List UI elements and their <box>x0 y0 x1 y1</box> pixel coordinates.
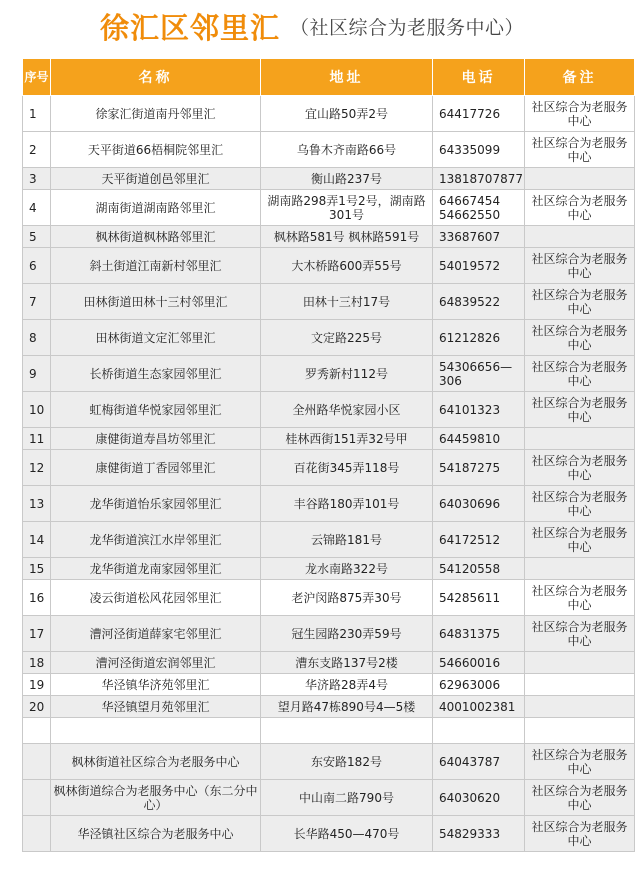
row-seq: 16 <box>23 580 51 616</box>
row-seq: 20 <box>23 696 51 718</box>
row-name: 康健街道寿昌坊邻里汇 <box>51 428 261 450</box>
row-name: 枫林街道社区综合为老服务中心 <box>51 744 261 780</box>
row-note: 社区综合为老服务中心 <box>525 190 635 226</box>
row-name: 枫林街道综合为老服务中心（东二分中心） <box>51 780 261 816</box>
row-seq: 6 <box>23 248 51 284</box>
row-note: 社区综合为老服务中心 <box>525 816 635 852</box>
row-seq: 15 <box>23 558 51 580</box>
row-address: 百花街345弄118号 <box>261 450 433 486</box>
table-row <box>23 320 635 356</box>
row-address: 东安路182号 <box>261 744 433 780</box>
row-address: 华济路28弄4号 <box>261 674 433 696</box>
row-phone: 33687607 <box>433 226 525 248</box>
row-address: 湖南路298弄1号2号，湖南路301号 <box>261 190 433 226</box>
page-title: 徐汇区邻里汇 <box>100 11 281 45</box>
row-note: 社区综合为老服务中心 <box>525 392 635 428</box>
table-row <box>23 558 635 580</box>
row-name: 康健街道丁香园邻里汇 <box>51 450 261 486</box>
row-address: 文定路225号 <box>261 320 433 356</box>
table-row <box>23 780 635 816</box>
col-header-phone: 电话 <box>433 59 525 96</box>
directory-table <box>22 58 635 852</box>
row-address: 老沪闵路875弄30号 <box>261 580 433 616</box>
row-name: 龙华街道滨江水岸邻里汇 <box>51 522 261 558</box>
row-name: 枫林街道枫林路邻里汇 <box>51 226 261 248</box>
row-name: 华泾镇社区综合为老服务中心 <box>51 816 261 852</box>
row-note: 社区综合为老服务中心 <box>525 580 635 616</box>
row-seq: 10 <box>23 392 51 428</box>
row-name: 龙华街道怡乐家园邻里汇 <box>51 486 261 522</box>
row-phone: 64101323 <box>433 392 525 428</box>
row-note <box>525 226 635 248</box>
row-name: 田林街道文定汇邻里汇 <box>51 320 261 356</box>
table-row <box>23 96 635 132</box>
row-name: 虹梅街道华悦家园邻里汇 <box>51 392 261 428</box>
row-name: 华泾镇望月苑邻里汇 <box>51 696 261 718</box>
row-note <box>525 696 635 718</box>
row-seq: 18 <box>23 652 51 674</box>
row-name: 天平街道创邑邻里汇 <box>51 168 261 190</box>
row-address: 冠生园路230弄59号 <box>261 616 433 652</box>
row-phone: 54829333 <box>433 816 525 852</box>
row-note <box>525 558 635 580</box>
table-row <box>23 744 635 780</box>
row-seq: 19 <box>23 674 51 696</box>
table-row <box>23 652 635 674</box>
col-header-note: 备注 <box>525 59 635 96</box>
row-address: 长华路450—470号 <box>261 816 433 852</box>
row-seq <box>23 744 51 780</box>
title-bar <box>0 0 640 52</box>
row-phone: 54306656—306 <box>433 356 525 392</box>
row-address: 宜山路50弄2号 <box>261 96 433 132</box>
row-address: 龙水南路322号 <box>261 558 433 580</box>
row-note: 社区综合为老服务中心 <box>525 486 635 522</box>
row-note: 社区综合为老服务中心 <box>525 284 635 320</box>
row-note <box>525 674 635 696</box>
table-row <box>23 718 635 744</box>
row-address: 罗秀新村112号 <box>261 356 433 392</box>
table-row <box>23 816 635 852</box>
row-note <box>525 168 635 190</box>
row-note: 社区综合为老服务中心 <box>525 320 635 356</box>
row-note: 社区综合为老服务中心 <box>525 356 635 392</box>
row-seq: 12 <box>23 450 51 486</box>
row-seq: 11 <box>23 428 51 450</box>
row-seq: 13 <box>23 486 51 522</box>
row-phone <box>433 718 525 744</box>
row-phone: 54019572 <box>433 248 525 284</box>
row-seq: 7 <box>23 284 51 320</box>
table-row <box>23 248 635 284</box>
row-phone: 54285611 <box>433 580 525 616</box>
row-seq: 1 <box>23 96 51 132</box>
table-row <box>23 428 635 450</box>
row-phone: 64459810 <box>433 428 525 450</box>
row-phone: 64335099 <box>433 132 525 168</box>
row-note: 社区综合为老服务中心 <box>525 248 635 284</box>
row-phone: 13818707877 <box>433 168 525 190</box>
table-row <box>23 356 635 392</box>
table-row <box>23 696 635 718</box>
row-address <box>261 718 433 744</box>
row-phone: 64839522 <box>433 284 525 320</box>
row-note <box>525 428 635 450</box>
row-note: 社区综合为老服务中心 <box>525 132 635 168</box>
row-name: 华泾镇华济苑邻里汇 <box>51 674 261 696</box>
row-seq <box>23 780 51 816</box>
row-phone: 64172512 <box>433 522 525 558</box>
row-name: 斜土街道江南新村邻里汇 <box>51 248 261 284</box>
row-note <box>525 718 635 744</box>
table-row <box>23 674 635 696</box>
row-seq: 2 <box>23 132 51 168</box>
row-note: 社区综合为老服务中心 <box>525 522 635 558</box>
row-address: 田林十三村17号 <box>261 284 433 320</box>
row-phone: 64030696 <box>433 486 525 522</box>
row-phone: 64030620 <box>433 780 525 816</box>
row-name: 长桥街道生态家园邻里汇 <box>51 356 261 392</box>
row-address: 云锦路181号 <box>261 522 433 558</box>
col-header-address: 地址 <box>261 59 433 96</box>
row-name: 漕河泾街道薛家宅邻里汇 <box>51 616 261 652</box>
table-row <box>23 132 635 168</box>
row-seq: 8 <box>23 320 51 356</box>
row-address: 中山南二路790号 <box>261 780 433 816</box>
row-seq: 3 <box>23 168 51 190</box>
row-seq: 4 <box>23 190 51 226</box>
row-note: 社区综合为老服务中心 <box>525 96 635 132</box>
row-name: 龙华街道龙南家园邻里汇 <box>51 558 261 580</box>
row-note: 社区综合为老服务中心 <box>525 744 635 780</box>
table-row <box>23 616 635 652</box>
row-name: 湖南街道湖南路邻里汇 <box>51 190 261 226</box>
row-seq <box>23 718 51 744</box>
row-address: 漕东支路137号2楼 <box>261 652 433 674</box>
row-name: 田林街道田林十三村邻里汇 <box>51 284 261 320</box>
row-address: 衡山路237号 <box>261 168 433 190</box>
row-name: 天平街道66梧桐院邻里汇 <box>51 132 261 168</box>
table-row <box>23 392 635 428</box>
table-row <box>23 580 635 616</box>
row-phone: 64831375 <box>433 616 525 652</box>
row-address: 乌鲁木齐南路66号 <box>261 132 433 168</box>
table-row <box>23 450 635 486</box>
row-address: 全州路华悦家园小区 <box>261 392 433 428</box>
row-seq: 17 <box>23 616 51 652</box>
row-name: 凌云街道松风花园邻里汇 <box>51 580 261 616</box>
row-phone: 4001002381 <box>433 696 525 718</box>
row-note <box>525 652 635 674</box>
col-header-seq: 序号 <box>23 59 51 96</box>
row-phone: 54187275 <box>433 450 525 486</box>
row-address: 大木桥路600弄55号 <box>261 248 433 284</box>
row-name: 徐家汇街道南丹邻里汇 <box>51 96 261 132</box>
row-note: 社区综合为老服务中心 <box>525 780 635 816</box>
row-phone: 61212826 <box>433 320 525 356</box>
col-header-name: 名称 <box>51 59 261 96</box>
row-note: 社区综合为老服务中心 <box>525 450 635 486</box>
row-address: 桂林西街151弄32号甲 <box>261 428 433 450</box>
row-address: 望月路47栋890号4—5楼 <box>261 696 433 718</box>
row-seq: 14 <box>23 522 51 558</box>
table-row <box>23 486 635 522</box>
row-seq <box>23 816 51 852</box>
table-row <box>23 284 635 320</box>
row-phone: 64043787 <box>433 744 525 780</box>
table-header-row <box>23 59 635 96</box>
table-row <box>23 168 635 190</box>
row-phone: 64417726 <box>433 96 525 132</box>
row-address: 丰谷路180弄101号 <box>261 486 433 522</box>
row-name <box>51 718 261 744</box>
row-phone: 54660016 <box>433 652 525 674</box>
row-note: 社区综合为老服务中心 <box>525 616 635 652</box>
row-phone: 64667454 54662550 <box>433 190 525 226</box>
page-subtitle: （社区综合为老服务中心） <box>290 17 525 39</box>
row-seq: 9 <box>23 356 51 392</box>
row-address: 枫林路581号 枫林路591号 <box>261 226 433 248</box>
row-phone: 54120558 <box>433 558 525 580</box>
table-row <box>23 522 635 558</box>
row-phone: 62963006 <box>433 674 525 696</box>
row-seq: 5 <box>23 226 51 248</box>
table-row <box>23 226 635 248</box>
table-row <box>23 190 635 226</box>
row-name: 漕河泾街道宏润邻里汇 <box>51 652 261 674</box>
